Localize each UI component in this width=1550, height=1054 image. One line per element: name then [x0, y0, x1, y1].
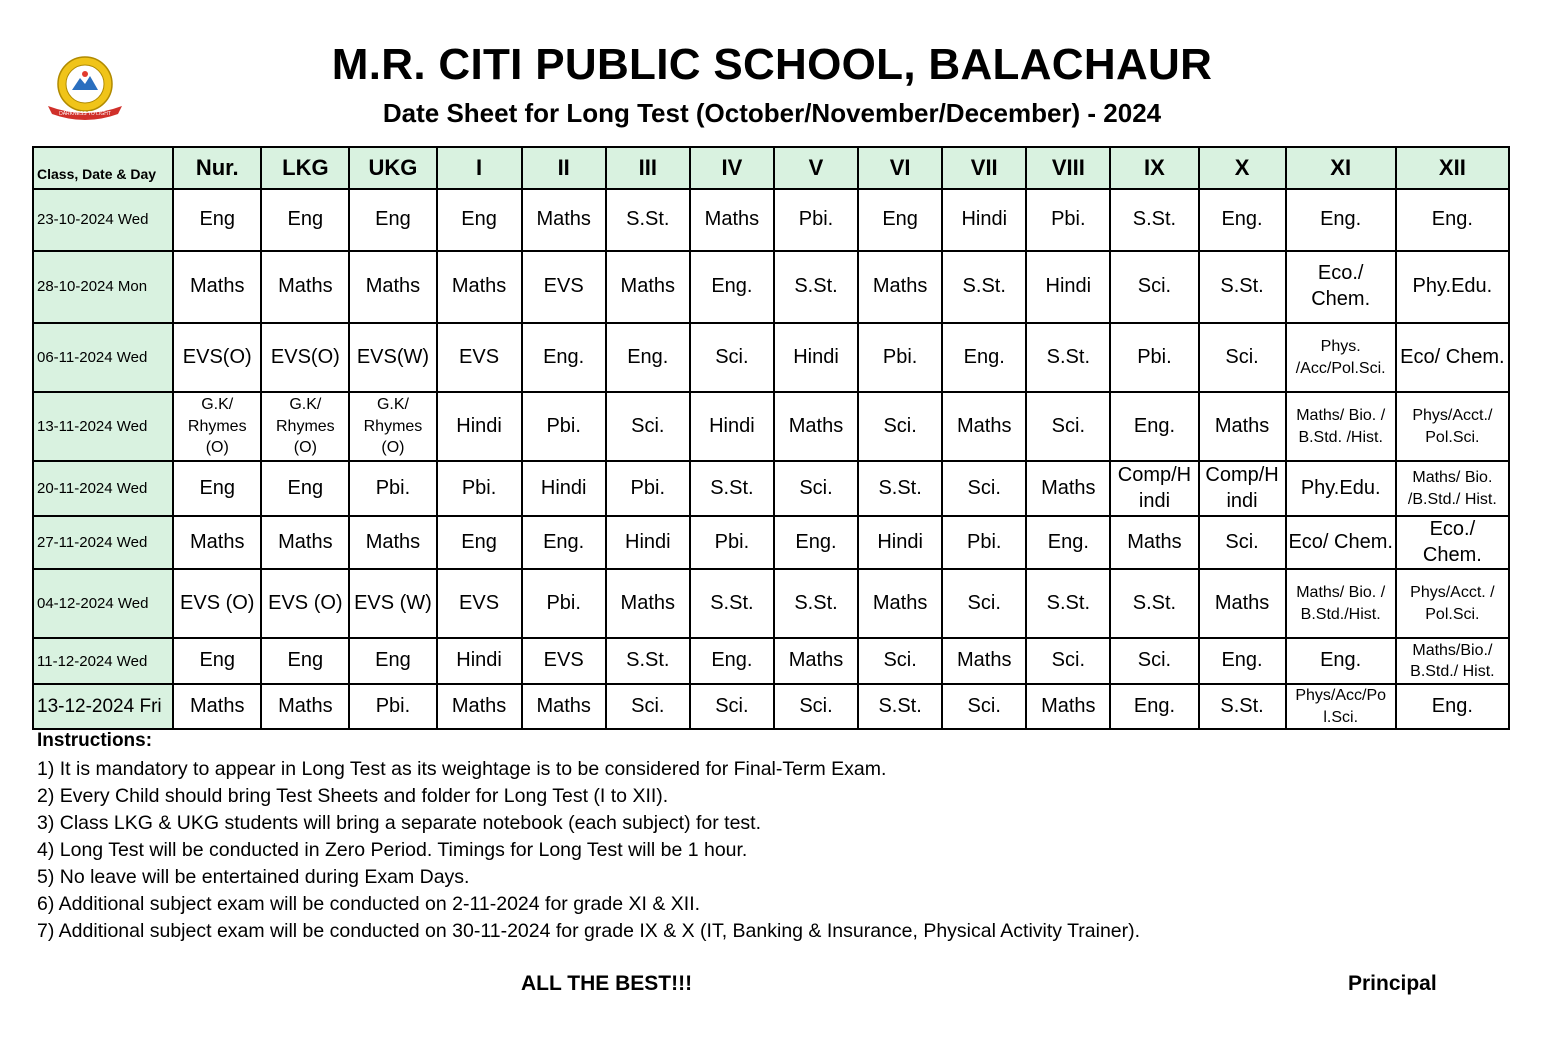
subject-cell: Phys/Acct./ Pol.Sci. — [1396, 392, 1509, 461]
subject-cell: Eng — [261, 638, 349, 684]
subject-cell: Eng. — [606, 323, 690, 392]
subject-cell: Maths — [522, 189, 606, 251]
header-class: VIII — [1026, 147, 1110, 189]
subject-cell: Sci. — [858, 392, 942, 461]
date-cell: 04-12-2024 Wed — [33, 569, 173, 638]
subject-cell: Sci. — [1199, 323, 1286, 392]
header-class: Nur. — [173, 147, 261, 189]
date-sheet-table — [32, 146, 1510, 730]
table-row — [33, 516, 1509, 569]
subject-cell: Eng. — [1110, 684, 1198, 729]
subject-cell: Sci. — [1110, 638, 1198, 684]
instruction-item: 4) Long Test will be conducted in Zero Period. Timings for Long Test will be 1 hour. — [37, 839, 748, 861]
subject-cell: Pbi. — [942, 516, 1026, 569]
subject-cell: Maths — [942, 638, 1026, 684]
subject-cell: S.St. — [690, 461, 774, 516]
subject-cell: Eng — [173, 461, 261, 516]
subject-cell: Maths — [261, 684, 349, 729]
subject-cell: Eco./ Chem. — [1396, 516, 1509, 569]
page-title: M.R. CITI PUBLIC SCHOOL, BALACHAUR — [331, 40, 1213, 89]
subject-cell: Pbi. — [1110, 323, 1198, 392]
subject-cell: Eng. — [1110, 392, 1198, 461]
instruction-item: 1) It is mandatory to appear in Long Test as its weightage is to be considered for Final-Term Exam. — [37, 758, 887, 780]
subject-cell: Eng — [261, 189, 349, 251]
subject-cell: Eng. — [1199, 638, 1286, 684]
subject-cell: Eng — [437, 189, 522, 251]
instruction-item: 7) Additional subject exam will be conducted on 30-11-2024 for grade IX & X (IT, Banking & Insurance, Physical Activity Trainer). — [37, 920, 1141, 942]
subject-cell: S.St. — [1199, 251, 1286, 323]
subject-cell: G.K/ Rhymes (O) — [261, 392, 349, 461]
date-cell: 20-11-2024 Wed — [33, 461, 173, 516]
subject-cell: Maths — [437, 684, 522, 729]
subject-cell: Hindi — [437, 392, 522, 461]
subject-cell: Maths — [173, 516, 261, 569]
subject-cell: S.St. — [690, 569, 774, 638]
header-class: IX — [1110, 147, 1198, 189]
subject-cell: Pbi. — [522, 392, 606, 461]
subject-cell: EVS(O) — [261, 323, 349, 392]
subject-cell: Phy.Edu. — [1396, 251, 1509, 323]
subject-cell: Sci. — [606, 684, 690, 729]
subject-cell: Eng. — [774, 516, 858, 569]
subject-cell: Pbi. — [774, 189, 858, 251]
table-row — [33, 461, 1509, 516]
subject-cell: Maths/ Bio. / B.Std. /Hist. — [1286, 392, 1396, 461]
subject-cell: Eng. — [942, 323, 1026, 392]
page-subtitle: Date Sheet for Long Test (October/November/December) - 2024 — [382, 98, 1162, 128]
header-class: IV — [690, 147, 774, 189]
subject-cell: EVS (W) — [349, 569, 436, 638]
subject-cell: Maths — [349, 516, 436, 569]
subject-cell: Eco/ Chem. — [1396, 323, 1509, 392]
subject-cell: Hindi — [690, 392, 774, 461]
subject-cell: Hindi — [858, 516, 942, 569]
subject-cell: Comp/H indi — [1199, 461, 1286, 516]
subject-cell: Pbi. — [690, 516, 774, 569]
header-class: XI — [1286, 147, 1396, 189]
subject-cell: Maths — [1199, 569, 1286, 638]
subject-cell: Sci. — [1110, 251, 1198, 323]
subject-cell: Maths — [522, 684, 606, 729]
subject-cell: G.K/ Rhymes (O) — [173, 392, 261, 461]
header-class: UKG — [349, 147, 436, 189]
subject-cell: S.St. — [942, 251, 1026, 323]
subject-cell: Maths/ Bio. / B.Std./Hist. — [1286, 569, 1396, 638]
subject-cell: S.St. — [1026, 323, 1110, 392]
principal-signature-label: Principal — [1348, 972, 1437, 995]
subject-cell: Maths — [173, 251, 261, 323]
subject-cell: S.St. — [1026, 569, 1110, 638]
subject-cell: S.St. — [858, 684, 942, 729]
table-row — [33, 569, 1509, 638]
subject-cell: Eng. — [690, 251, 774, 323]
table-row — [33, 251, 1509, 323]
subject-cell: Maths/ Bio. /B.Std./ Hist. — [1396, 461, 1509, 516]
subject-cell: Maths — [1026, 461, 1110, 516]
subject-cell: EVS — [522, 251, 606, 323]
subject-cell: Hindi — [606, 516, 690, 569]
date-cell: 13-12-2024 Fri — [33, 684, 173, 729]
subject-cell: Eng. — [1396, 189, 1509, 251]
subject-cell: EVS — [437, 323, 522, 392]
subject-cell: Maths — [1110, 516, 1198, 569]
all-the-best-text: ALL THE BEST!!! — [521, 972, 693, 995]
header-class: I — [437, 147, 522, 189]
subject-cell: Eng. — [1026, 516, 1110, 569]
subject-cell: EVS — [437, 569, 522, 638]
subject-cell: Maths — [774, 392, 858, 461]
subject-cell: S.St. — [1110, 569, 1198, 638]
table-row — [33, 684, 1509, 729]
header-class: V — [774, 147, 858, 189]
subject-cell: Phys/Acct. / Pol.Sci. — [1396, 569, 1509, 638]
subject-cell: Pbi. — [606, 461, 690, 516]
subject-cell: Maths — [690, 189, 774, 251]
header-class: XII — [1396, 147, 1509, 189]
subject-cell: Hindi — [774, 323, 858, 392]
subject-cell: Maths — [942, 392, 1026, 461]
subject-cell: Sci. — [942, 684, 1026, 729]
instruction-item: 5) No leave will be entertained during Exam Days. — [37, 866, 470, 888]
instruction-item: 6) Additional subject exam will be conducted on 2-11-2024 for grade XI & XII. — [37, 893, 701, 915]
subject-cell: Eng. — [1286, 189, 1396, 251]
subject-cell: Pbi. — [349, 461, 436, 516]
header-class: VI — [858, 147, 942, 189]
date-cell: 13-11-2024 Wed — [33, 392, 173, 461]
subject-cell: Eng — [261, 461, 349, 516]
subject-cell: Maths — [606, 251, 690, 323]
subject-cell: Eng — [858, 189, 942, 251]
subject-cell: Eng. — [1396, 684, 1509, 729]
subject-cell: Maths — [1199, 392, 1286, 461]
subject-cell: Eng. — [522, 323, 606, 392]
subject-cell: EVS(O) — [173, 323, 261, 392]
subject-cell: Eng. — [1199, 189, 1286, 251]
date-cell: 06-11-2024 Wed — [33, 323, 173, 392]
subject-cell: Sci. — [774, 461, 858, 516]
header-class: II — [522, 147, 606, 189]
table-row — [33, 189, 1509, 251]
subject-cell: Maths — [858, 569, 942, 638]
subject-cell: Eng. — [690, 638, 774, 684]
subject-cell: EVS(W) — [349, 323, 436, 392]
subject-cell: Eng — [173, 189, 261, 251]
header-class: LKG — [261, 147, 349, 189]
date-cell: 27-11-2024 Wed — [33, 516, 173, 569]
subject-cell: Maths — [261, 251, 349, 323]
subject-cell: Eng — [437, 516, 522, 569]
subject-cell: Maths — [173, 684, 261, 729]
subject-cell: Eng. — [1286, 638, 1396, 684]
date-cell: 28-10-2024 Mon — [33, 251, 173, 323]
subject-cell: Maths — [349, 251, 436, 323]
subject-cell: S.St. — [606, 189, 690, 251]
subject-cell: Comp/H indi — [1110, 461, 1198, 516]
table-header-row — [33, 147, 1509, 189]
instruction-item: 2) Every Child should bring Test Sheets and folder for Long Test (I to XII). — [37, 785, 669, 807]
instructions-list — [37, 756, 1140, 945]
subject-cell: Pbi. — [522, 569, 606, 638]
subject-cell: Sci. — [942, 461, 1026, 516]
subject-cell: Hindi — [942, 189, 1026, 251]
subject-cell: Pbi. — [1026, 189, 1110, 251]
subject-cell: EVS (O) — [173, 569, 261, 638]
subject-cell: Sci. — [774, 684, 858, 729]
header-corner: Class, Date & Day — [33, 147, 173, 189]
date-cell: 23-10-2024 Wed — [33, 189, 173, 251]
subject-cell: Sci. — [690, 684, 774, 729]
instruction-item: 3) Class LKG & UKG students will bring a separate notebook (each subject) for test. — [37, 812, 762, 834]
svg-text:DARKNESS TO LIGHT: DARKNESS TO LIGHT — [59, 111, 111, 117]
subject-cell: Sci. — [1026, 392, 1110, 461]
subject-cell: Hindi — [1026, 251, 1110, 323]
subject-cell: Eng. — [522, 516, 606, 569]
subject-cell: Maths — [858, 251, 942, 323]
subject-cell: Sci. — [1026, 638, 1110, 684]
subject-cell: Pbi. — [437, 461, 522, 516]
subject-cell: Maths — [437, 251, 522, 323]
instructions-heading: Instructions: — [37, 730, 153, 751]
subject-cell: S.St. — [858, 461, 942, 516]
subject-cell: S.St. — [774, 251, 858, 323]
subject-cell: S.St. — [606, 638, 690, 684]
subject-cell: Sci. — [1199, 516, 1286, 569]
subject-cell: Eco./ Chem. — [1286, 251, 1396, 323]
subject-cell: Eng — [349, 189, 436, 251]
subject-cell: Pbi. — [349, 684, 436, 729]
table-row — [33, 392, 1509, 461]
subject-cell: S.St. — [774, 569, 858, 638]
subject-cell: EVS (O) — [261, 569, 349, 638]
subject-cell: Maths — [261, 516, 349, 569]
subject-cell: Sci. — [942, 569, 1026, 638]
subject-cell: Maths/Bio./ B.Std./ Hist. — [1396, 638, 1509, 684]
subject-cell: Hindi — [522, 461, 606, 516]
date-cell: 11-12-2024 Wed — [33, 638, 173, 684]
subject-cell: Phys/Acc/Po l.Sci. — [1286, 684, 1396, 729]
subject-cell: Eng — [173, 638, 261, 684]
header-class: III — [606, 147, 690, 189]
subject-cell: Sci. — [690, 323, 774, 392]
subject-cell: EVS — [522, 638, 606, 684]
table-row — [33, 638, 1509, 684]
subject-cell: Eng — [349, 638, 436, 684]
subject-cell: Sci. — [858, 638, 942, 684]
subject-cell: Phys. /Acc/Pol.Sci. — [1286, 323, 1396, 392]
header-class: X — [1199, 147, 1286, 189]
subject-cell: Pbi. — [858, 323, 942, 392]
subject-cell: S.St. — [1110, 189, 1198, 251]
subject-cell: S.St. — [1199, 684, 1286, 729]
subject-cell: Maths — [606, 569, 690, 638]
subject-cell: Sci. — [606, 392, 690, 461]
subject-cell: Phy.Edu. — [1286, 461, 1396, 516]
table-row — [33, 323, 1509, 392]
header-class: VII — [942, 147, 1026, 189]
subject-cell: Hindi — [437, 638, 522, 684]
subject-cell: Maths — [774, 638, 858, 684]
subject-cell: Eco/ Chem. — [1286, 516, 1396, 569]
subject-cell: Maths — [1026, 684, 1110, 729]
subject-cell: G.K/ Rhymes (O) — [349, 392, 436, 461]
